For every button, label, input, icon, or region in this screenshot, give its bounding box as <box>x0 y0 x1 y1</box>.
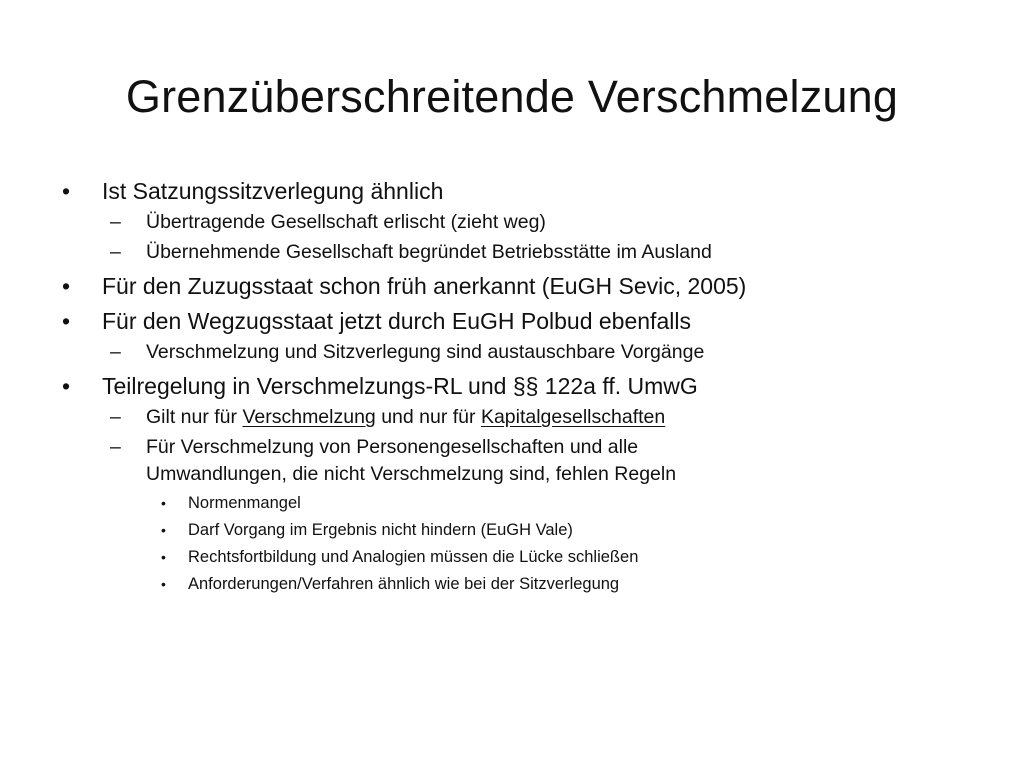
bullet-text: Für den Wegzugsstaat jetzt durch EuGH Polbud ebenfalls <box>102 308 691 334</box>
bullet-icon: • <box>62 178 71 204</box>
bullet-icon: • <box>161 576 166 592</box>
bullet-item <box>62 176 982 206</box>
sub-bullet-text-line: Für Verschmelzung von Personengesellschaften und alle <box>146 436 639 458</box>
bullet-list <box>62 176 982 596</box>
bullet-text: Ist Satzungssitzverlegung ähnlich <box>102 178 444 204</box>
underlined-term-kapitalgesellschaften: Kapitalgesellschaften <box>480 406 666 428</box>
sub-sub-bullet-text: Rechtsfortbildung und Analogien müssen die Lücke schließen <box>188 548 639 566</box>
underlined-term-verschmelzung: Verschmelzung <box>242 406 376 428</box>
dash-icon: – <box>110 406 121 428</box>
bullet-icon: • <box>62 273 71 299</box>
bullet-icon: • <box>161 549 166 565</box>
sub-sub-bullet-item <box>62 518 982 542</box>
bullet-icon: • <box>62 308 71 334</box>
sub-sub-bullet-item <box>62 545 982 569</box>
dash-icon: – <box>110 436 121 458</box>
sub-sub-bullet-item <box>62 491 982 515</box>
sub-bullet-item <box>62 404 982 431</box>
sub-sub-bullet-text: Anforderungen/Verfahren ähnlich wie bei der Sitzverlegung <box>188 575 620 593</box>
sub-bullet-text: Übertragende Gesellschaft erlischt (zieht weg) <box>146 211 546 233</box>
sub-sub-bullet-text: Normenmangel <box>188 494 301 512</box>
sub-bullet-item <box>62 434 982 488</box>
bullet-item <box>62 306 982 336</box>
bullet-item <box>62 371 982 401</box>
sub-bullet-text-line: Umwandlungen, die nicht Verschmelzung sind, fehlen Regeln <box>146 463 677 485</box>
sub-sub-bullet-text: Darf Vorgang im Ergebnis nicht hindern (EuGH Vale) <box>188 521 573 539</box>
sub-bullet-item <box>62 339 982 366</box>
slide-title: Grenzüberschreitende Verschmelzung <box>125 71 899 122</box>
bullet-icon: • <box>62 373 71 399</box>
sub-bullet-text-part: Gilt nur für <box>146 406 243 428</box>
sub-bullet-item <box>62 209 982 236</box>
sub-bullet-item <box>62 239 982 266</box>
bullet-item <box>62 271 982 301</box>
bullet-text: Teilregelung in Verschmelzungs-RL und §§ 122a ff. UmwG <box>102 373 698 399</box>
dash-icon: – <box>110 241 121 263</box>
sub-sub-bullet-item <box>62 572 982 596</box>
bullet-icon: • <box>161 495 166 511</box>
sub-bullet-text: Verschmelzung und Sitzverlegung sind austauschbare Vorgänge <box>146 341 705 363</box>
sub-bullet-text-part: und nur für <box>375 406 481 428</box>
dash-icon: – <box>110 211 121 233</box>
bullet-icon: • <box>161 522 166 538</box>
dash-icon: – <box>110 341 121 363</box>
sub-bullet-text: Übernehmende Gesellschaft begründet Betriebsstätte im Ausland <box>146 241 712 263</box>
bullet-text: Für den Zuzugsstaat schon früh anerkannt (EuGH Sevic, 2005) <box>102 273 747 299</box>
